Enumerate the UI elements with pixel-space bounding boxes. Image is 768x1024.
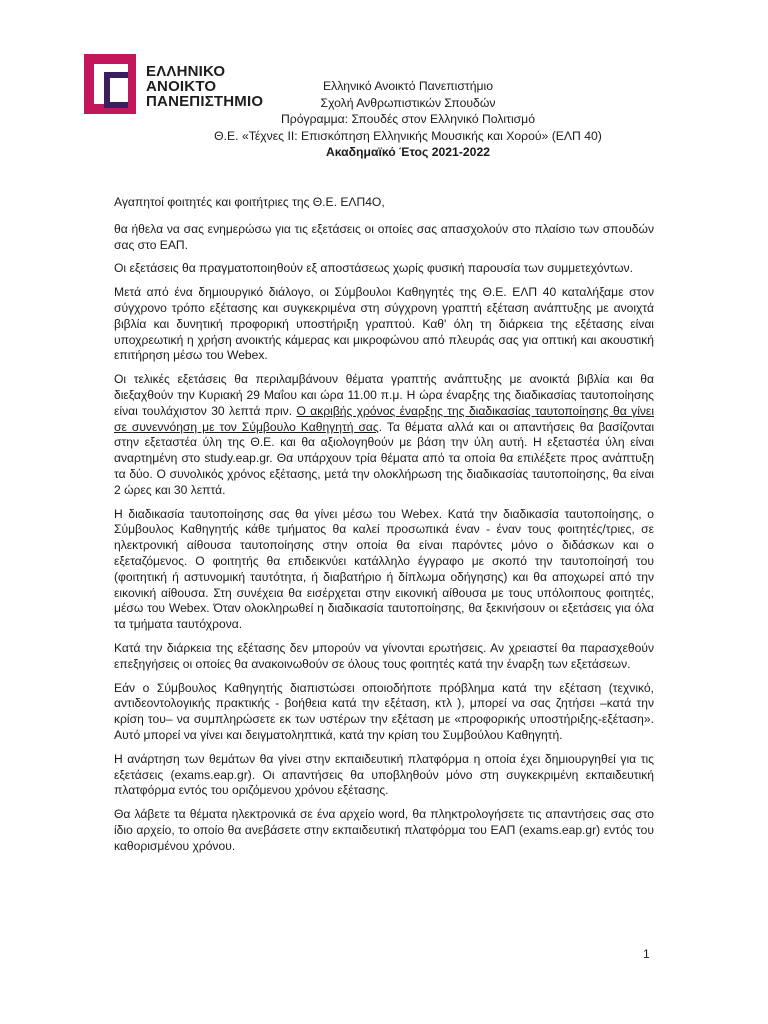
- paragraph-intro: θα ήθελα να σας ενημερώσω για τις εξετάσεις οι οποίες σας απασχολούν στο πλαίσιο των σπουδών σας στο ΕΑΠ.: [114, 221, 654, 252]
- paragraph-oral-support: Εάν ο Σύμβουλος Καθηγητής διαπιστώσει οποιοδήποτε πρόβλημα κατά την εξέταση (τεχνικό, αντιδεοντολογικής πρακτικής - βοήθεια κατά την εξέταση, κτλ ), μπορεί να σας ζητήσει –κατά την κρίση του– να συμπληρώσετε εκ των υστέρων την εξέταση με «προφορικής υποστήριξης-εξέταση». Αυτό μπορεί να γίνει και δειγματοληπτικά, κατά την κρίση του Συμβούλου Καθηγητή.: [114, 680, 654, 742]
- header-academic-year: Ακαδημαϊκό Έτος 2021-2022: [325, 145, 491, 159]
- paragraph-questions: Κατά την διάρκεια της εξέτασης δεν μπορούν να γίνονται ερωτήσεις. Αν χρειαστεί θα παρασχεθούν επεξηγήσεις οι οποίες θα ανακοινωθούν σε όλους τους φοιτητές κατά την έναρξη των εξετάσεων.: [114, 640, 654, 671]
- logo-line-2: ΑΝΟΙΚΤΟ: [146, 78, 217, 95]
- header-module: Θ.Ε. «Τέχνες ΙΙ: Επισκόπηση Ελληνικής Μουσικής και Χορού» (ΕΛΠ 40): [214, 128, 602, 143]
- document-body: [114, 195, 654, 862]
- greeting: Αγαπητοί φοιτητές και φοιτήτριες της Θ.Ε. ΕΛΠ4Ο,: [114, 195, 385, 209]
- exam-date-text: Οι τελικές εξετάσεις θα περιλαμβάνουν θέματα γραπτής ανάπτυξης με ανοικτά βιβλία και θα διεξαχθούν την Κυριακή 29 Μαΐου και ώρα 11.00 π.μ. Η ώρα έναρξης της διαδικασίας ταυτοποίησης είναι τουλάχιστον 30 λεπτά πριν.: [114, 372, 654, 418]
- paragraph-submission: Θα λάβετε τα θέματα ηλεκτρονικά σε ένα αρχείο word, θα πληκτρολογήσετε τις απαντήσεις σας στο ίδιο αρχείο, το οποίο θα ανεβάσετε στην εκπαιδευτική πλατφόρμα του ΕΑΠ (exams.eap.gr) εντός του καθορισμένου χρόνου.: [114, 807, 654, 853]
- header-program: Πρόγραμμα: Σπουδές στον Ελληνικό Πολιτισμό: [281, 112, 535, 126]
- logo-line-3: ΠΑΝΕΠΙΣΤΗΜΙΟ: [146, 93, 264, 110]
- paragraph-remote-exams: Οι εξετάσεις θα πραγματοποιηθούν εξ αποστάσεως χωρίς φυσική παρουσία των συμμετεχόντων.: [114, 261, 633, 276]
- header-school: Σχολή Ανθρωπιστικών Σπουδών: [320, 95, 496, 110]
- paragraph-platform: Η ανάρτηση των θεμάτων θα γίνει στην εκπαιδευτική πλατφόρμα η οποία έχει δημιουργηθεί για τις εξετάσεις (exams.eap.gr). Οι απαντήσεις θα υποβληθούν μόνο στη συγκεκριμένη εκπαιδευτική πλατφόρμα εντός του οριζόμενου χρόνου εξέτασης.: [114, 751, 654, 798]
- exam-duration-text: . Τα θέματα αλλά και οι απαντήσεις θα βασίζονται στην εξεταστέα ύλη της Θ.Ε. και θα αξιολογηθούν με βάση την ύλη αυτή. Η εξεταστέα ύλη είναι αναρτημένη στο study.eap.gr. Θα υπάρχουν τρία θέματα από τα οποία θα επιλέξετε προς ανάπτυξη τα δύο. Ο συνολικός χρόνος εξέτασης, μετά την ολοκλήρωση της διαδικασίας ταυτοποίησης, θα είναι 2 ώρες και 30 λεπτά.: [114, 419, 655, 497]
- page-number: 1: [643, 947, 650, 961]
- paragraph-exam-method: Μετά από ένα δημιουργικό διάλογο, οι Σύμβουλοι Καθηγητές της Θ.Ε. ΕΛΠ 40 καταλήξαμε στον σύγχρονο τρόπο εξέτασης και συγκεκριμένα στη σύγχρονη γραπτή εξέταση ανάπτυξης με ανοιχτά βιβλία και δυνητική προφορική υποστήριξη γραπτού. Καθ' όλη τη διάρκεια της εξέτασης είναι υποχρεωτική η χρήση ανοικτής κάμερας και μικροφώνου από πλευράς σας για οπτική και ακουστική επιτήρηση μέσω του Webex.: [114, 285, 654, 363]
- paragraph-exam-date: [114, 372, 654, 498]
- logo-line-1: ΕΛΛΗΝΙΚΟ: [146, 63, 226, 80]
- document-header: [130, 78, 686, 161]
- header-university: Ελληνικό Ανοικτό Πανεπιστήμιο: [322, 79, 493, 93]
- paragraph-identification: Η διαδικασία ταυτοποίησης σας θα γίνει μέσω του Webex. Κατά την διαδικασία ταυτοποίησης, ο Σύμβουλος Καθηγητής κάθε τμήματος θα καλεί προσωπικά έναν - έναν τους φοιτητές/τριες, σε ηλεκτρονική αίθουσα ταυτοποίησης στην οποία θα είναι παρόντες μόνο ο διδάσκων και ο εξεταζόμενος. Ο φοιτητής θα επιδεικνύει κατάλληλο έγγραφο με σκοπό την ταυτοποίησή του (φοιτητική ή αστυνομική ταυτότητα, ή διαβατήριο ή δίπλωμα οδήγησης) και θα αποχωρεί από την εικονική αίθουσα. Στη συνέχεια θα εισέρχεται στην εικονική αίθουσα με τους υπόλοιπους φοιτητές, μέσω του Webex. Όταν ολοκληρωθεί η διαδικασία ταυτοποίησης, θα ξεκινήσουν οι εξετάσεις για όλα τα τμήματα ταυτόχρονα.: [114, 506, 654, 632]
- identification-time-note: Ο ακριβής χρόνος έναρξης της διαδικασίας ταυτοποίησης θα γίνει σε συνεννόηση με τον Σύμβουλο Καθηγητή σας: [114, 403, 655, 434]
